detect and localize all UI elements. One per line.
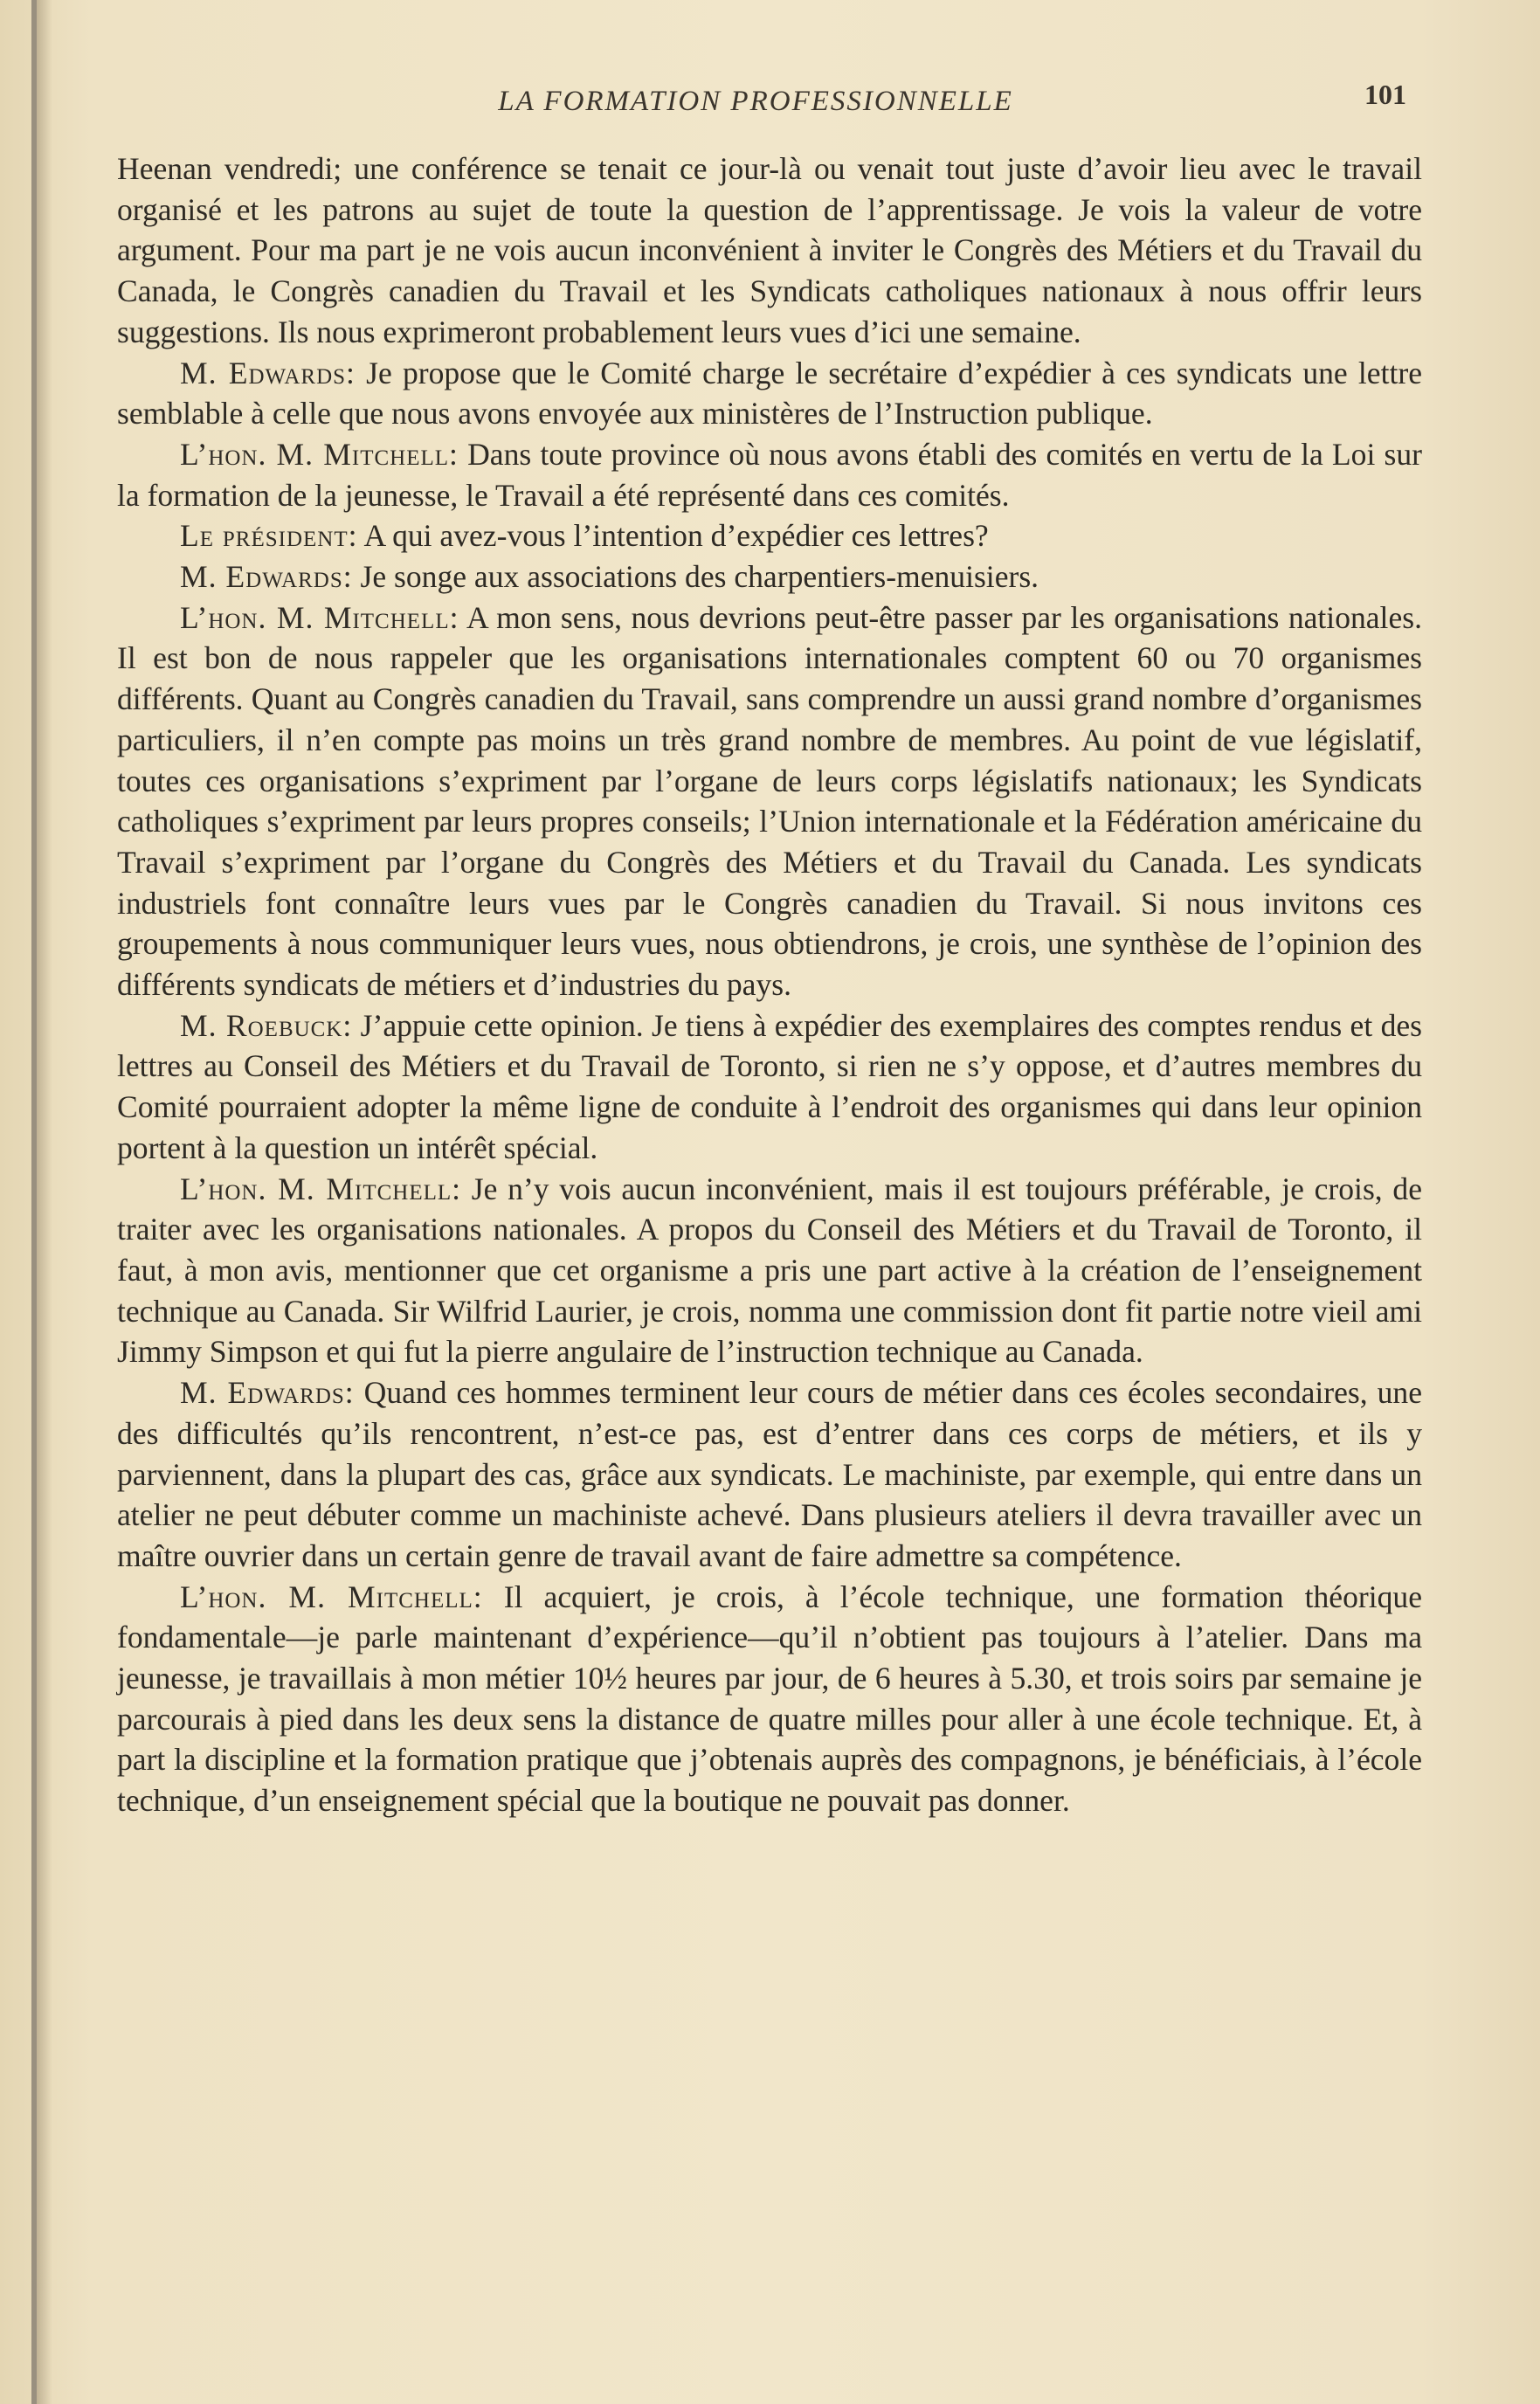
speaker-name: M. Edwards: (180, 559, 353, 595)
paragraph-text: Quand ces hommes terminent leur cours de métier dans ces écoles secondaires, une des difficultés qu’ils rencontrent, n’est-ce pas, est d’entrer dans ces corps de métiers, et ils y parviennent, dans la plupart des cas, grâce aux syndicats. Le machiniste, par exemple, qui entre dans un atelier ne peut débuter comme un machiniste achevé. Dans plusieurs ateliers il devra travailler avec un maître ouvrier dans un certain genre de travail avant de faire admettre sa compétence. (117, 1375, 1422, 1573)
paragraph-text: A qui avez-vous l’intention d’expédier ces lettres? (357, 518, 989, 554)
speaker-name: L’hon. M. Mitchell: (180, 1578, 483, 1614)
paragraph (117, 515, 1422, 556)
paragraph (117, 598, 1422, 1005)
speaker-name: L’hon. M. Mitchell: (180, 436, 459, 472)
running-title: LA FORMATION PROFESSIONNELLE (498, 86, 1013, 117)
paragraph-text: Heenan vendredi; une conférence se tenait ce jour-là ou venait tout juste d’avoir lieu avec le travail organisé et les patrons au sujet de toute la question de l’apprentissage. Je vois la valeur de votre argument. Pour ma part je ne vois aucun inconvénient à inviter le Congrès des Métiers et du Travail du Canada, le Congrès canadien du Travail et les Syndicats catholiques nationaux à nous offrir leurs suggestions. Ils nous exprimeront probablement leurs vues d’ici une semaine. (117, 151, 1422, 349)
speaker-name: M. Roebuck: (180, 1007, 353, 1043)
paragraph (117, 1577, 1422, 1821)
paragraph (117, 1005, 1422, 1169)
paragraph-text: Je n’y vois aucun inconvénient, mais il est toujours préférable, je crois, de traiter avec les organisations nationales. A propos du Conseil des Métiers et du Travail de Toronto, il faut, à mon avis, mentionner que cet organisme a pris une part active à la création de l’enseignement technique au Canada. Sir Wilfrid Laurier, je crois, nomma une commission dont fit partie notre vieil ami Jimmy Simpson et qui fut la pierre angulaire de l’instruction technique au Canada. (117, 1171, 1422, 1370)
paragraph (117, 149, 1422, 353)
paragraph (117, 556, 1422, 598)
speaker-name: M. Edwards: (180, 355, 356, 390)
paragraph (117, 434, 1422, 515)
page-number: 101 (1364, 79, 1406, 110)
page-header (105, 79, 1406, 131)
paragraph (117, 353, 1422, 434)
paragraph-text: Il acquiert, je crois, à l’école technique, une formation théorique fondamentale—je parle maintenant d’expérience—qu’il n’obtient pas toujours à l’atelier. Dans ma jeunesse, je travaillais à mon métier 10½ heures par jour, de 6 heures à 5.30, et trois soirs par semaine je parcourais à pied dans les deux sens la distance de quatre milles pour aller à une école technique. Et, à part la discipline et la formation pratique que j’obtenais auprès des compagnons, je bénéficiais, à l’école technique, d’un enseignement spécial que la boutique ne pouvait pas donner. (117, 1578, 1422, 1819)
paragraph-text: Je songe aux associations des charpentiers-menuisiers. (352, 559, 1039, 595)
speaker-name: L’hon. M. Mitchell: (180, 1171, 462, 1206)
body-text (117, 149, 1422, 1821)
paragraph (117, 1372, 1422, 1577)
paragraph-text: Je propose que le Comité charge le secrétaire d’expédier à ces syndicats une lettre semblable à celle que nous avons envoyée aux ministères de l’Instruction publique. (117, 355, 1423, 432)
paragraph (117, 1169, 1422, 1373)
paragraph-text: Dans toute province où nous avons établi des comités en vertu de la Loi sur la formation de la jeunesse, le Travail a été représenté dans ces comités. (117, 436, 1422, 513)
speaker-name: Le président: (180, 518, 358, 554)
binding-shadow (37, 0, 52, 2404)
paragraph-text: J’appuie cette opinion. Je tiens à expédier des exemplaires des comptes rendus et des lettres au Conseil des Métiers et du Travail de Toronto, si rien ne s’y oppose, et d’autres membres du Comité pourraient adopter la même ligne de conduite à l’endroit des organismes qui dans leur opinion portent à la question un intérêt spécial. (117, 1007, 1422, 1165)
speaker-name: M. Edwards: (180, 1375, 355, 1411)
paragraph-text: A mon sens, nous devrions peut-être passer par les organisations nationales. Il est bon de nous rappeler que les organisations internationales comptent 60 ou 70 organismes différents. Quant au Congrès canadien du Travail, sans comprendre un aussi grand nombre d’organismes particuliers, il n’en compte pas moins un très grand nombre de membres. Au point de vue législatif, toutes ces organisations s’expriment par l’organe de leurs corps législatifs nationaux; les Syndicats catholiques s’expriment par leurs propres conseils; l’Union internationale et la Fédération américaine du Travail s’expriment par l’organe du Congrès des Métiers et du Travail du Canada. Les syndicats industriels font connaître leurs vues par le Congrès canadien du Travail. Si nous invitons ces groupements à nous communiquer leurs vues, nous obtiendrons, je crois, une synthèse de l’opinion des différents syndicats de métiers et d’industries du pays. (117, 599, 1422, 1003)
speaker-name: L’hon. M. Mitchell: (180, 599, 459, 635)
